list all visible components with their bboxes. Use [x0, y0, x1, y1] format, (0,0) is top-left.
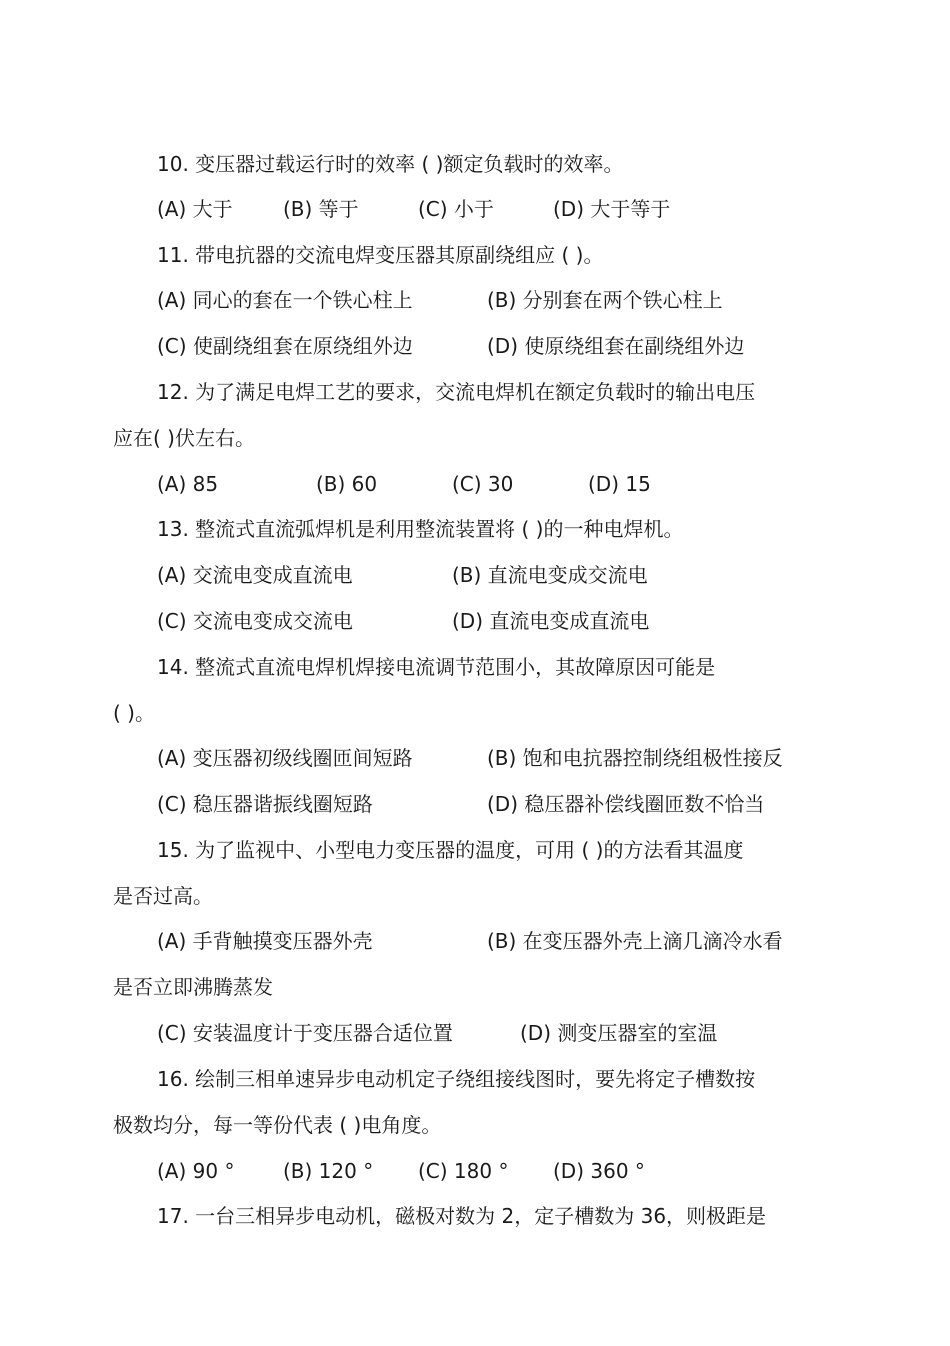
option-text: (C) 180 ° — [418, 1159, 509, 1183]
question-text-line: 应在( )伏左右。 — [113, 426, 255, 450]
question-text-line: 14. 整流式直流电焊机焊接电流调节范围小，其故障原因可能是 — [157, 655, 716, 679]
question-text-line: 是否过高。 — [113, 884, 213, 908]
option-text: (A) 交流电变成直流电 — [157, 563, 353, 587]
question-text-line: 17. 一台三相异步电动机，磁极对数为 2，定子槽数为 36，则极距是 — [157, 1204, 767, 1228]
option-text: (A) 大于 — [157, 197, 233, 221]
option-text: (C) 30 — [452, 472, 514, 496]
option-text: (B) 饱和电抗器控制绕组极性接反 — [487, 746, 783, 770]
option-text: (D) 测变压器室的室温 — [520, 1021, 718, 1045]
option-text: (B) 等于 — [283, 197, 359, 221]
option-text: (D) 稳压器补偿线圈匝数不恰当 — [487, 792, 765, 816]
option-text: (A) 同心的套在一个铁心柱上 — [157, 288, 413, 312]
option-text: (A) 手背触摸变压器外壳 — [157, 929, 373, 953]
option-text: (B) 60 — [316, 472, 378, 496]
option-text: 是否立即沸腾蒸发 — [113, 975, 273, 999]
option-text: (C) 小于 — [418, 197, 494, 221]
option-text: (C) 交流电变成交流电 — [157, 609, 353, 633]
question-text-line: 12. 为了满足电焊工艺的要求，交流电焊机在额定负载时的输出电压 — [157, 380, 756, 404]
question-text-line: 16. 绘制三相单速异步电动机定子绕组接线图时，要先将定子槽数按 — [157, 1067, 756, 1091]
option-text: (B) 分别套在两个铁心柱上 — [487, 288, 723, 312]
option-text: (B) 120 ° — [283, 1159, 374, 1183]
option-text: (C) 使副绕组套在原绕组外边 — [157, 334, 413, 358]
option-text: (B) 直流电变成交流电 — [452, 563, 648, 587]
option-text: (D) 使原绕组套在副绕组外边 — [487, 334, 745, 358]
option-text: (B) 在变压器外壳上滴几滴冷水看 — [487, 929, 783, 953]
option-text: (A) 90 ° — [157, 1159, 235, 1183]
question-text-line: 13. 整流式直流弧焊机是利用整流装置将 ( )的一种电焊机。 — [157, 517, 684, 541]
option-text: (D) 15 — [588, 472, 651, 496]
option-text: (D) 大于等于 — [553, 197, 671, 221]
option-text: (D) 360 ° — [553, 1159, 645, 1183]
option-text: (A) 变压器初级线圈匝间短路 — [157, 746, 413, 770]
question-text-line: 11. 带电抗器的交流电焊变压器其原副绕组应 ( )。 — [157, 243, 604, 267]
option-text: (C) 稳压器谐振线圈短路 — [157, 792, 373, 816]
question-text-line: 10. 变压器过载运行时的效率 ( )额定负载时的效率。 — [157, 152, 624, 176]
option-text: (A) 85 — [157, 472, 219, 496]
question-text-line: ( )。 — [113, 701, 155, 725]
option-text: (C) 安装温度计于变压器合适位置 — [157, 1021, 453, 1045]
question-text-line: 15. 为了监视中、小型电力变压器的温度，可用 ( )的方法看其温度 — [157, 838, 744, 862]
option-text: (D) 直流电变成直流电 — [452, 609, 650, 633]
question-text-line: 极数均分，每一等份代表 ( )电角度。 — [113, 1113, 442, 1137]
